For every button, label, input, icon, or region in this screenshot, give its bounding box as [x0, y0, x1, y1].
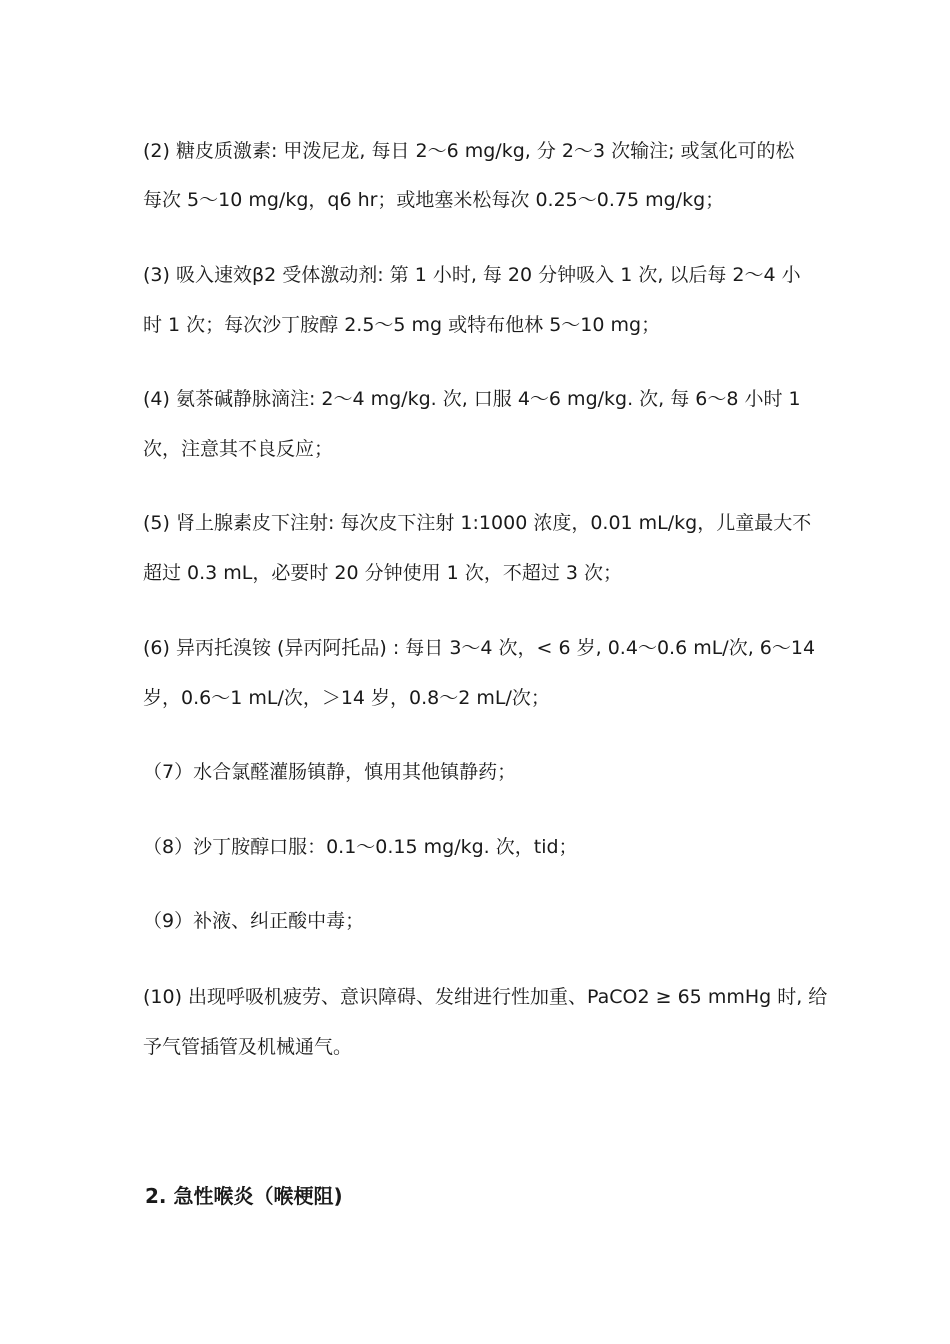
- section-heading: 2. 急性喉炎（喉梗阻): [145, 1184, 343, 1208]
- item-5-line-1: (5) 肾上腺素皮下注射: 每次皮下注射 1:1000 浓度，0.01 mL/kg，儿童最大不: [143, 512, 812, 534]
- item-2-line-1: (2) 糖皮质激素: 甲泼尼龙, 每日 2～6 mg/kg, 分 2～3 次输注; 或氢化可的松: [143, 140, 795, 162]
- item-9-line-1: （9）补液、纠正酸中毒；: [143, 910, 365, 932]
- item-6-line-2: 岁，0.6～1 mL/次，＞14 岁，0.8～2 mL/次；: [143, 687, 550, 709]
- item-3-line-2: 时 1 次；每次沙丁胺醇 2.5～5 mg 或特布他林 5～10 mg；: [143, 314, 661, 336]
- item-2-line-2: 每次 5～10 mg/kg，q6 hr；或地塞米松每次 0.25～0.75 mg/kg；: [143, 189, 725, 211]
- item-10-line-2: 予气管插管及机械通气。: [143, 1036, 353, 1058]
- item-6-line-1: (6) 异丙托溴铵 (异丙阿托品) : 每日 3～4 次，< 6 岁, 0.4～0.6 mL/次, 6～14: [143, 637, 816, 659]
- item-7-line-1: （7）水合氯醛灌肠镇静，慎用其他镇静药；: [143, 761, 517, 783]
- item-4-line-2: 次，注意其不良反应；: [143, 438, 334, 460]
- item-10-line-1: (10) 出现呼吸机疲劳、意识障碍、发绀进行性加重、PaCO2 ≥ 65 mmHg 时, 给: [143, 986, 828, 1008]
- item-3-line-1: (3) 吸入速效β2 受体激动剂: 第 1 小时, 每 20 分钟吸入 1 次, 以后每 2～4 小: [143, 264, 801, 286]
- item-8-line-1: （8）沙丁胺醇口服：0.1～0.15 mg/kg. 次，tid；: [143, 836, 578, 858]
- item-5-line-2: 超过 0.3 mL，必要时 20 分钟使用 1 次，不超过 3 次；: [143, 562, 622, 584]
- item-4-line-1: (4) 氨茶碱静脉滴注: 2～4 mg/kg. 次, 口服 4～6 mg/kg. 次, 每 6～8 小时 1: [143, 388, 801, 410]
